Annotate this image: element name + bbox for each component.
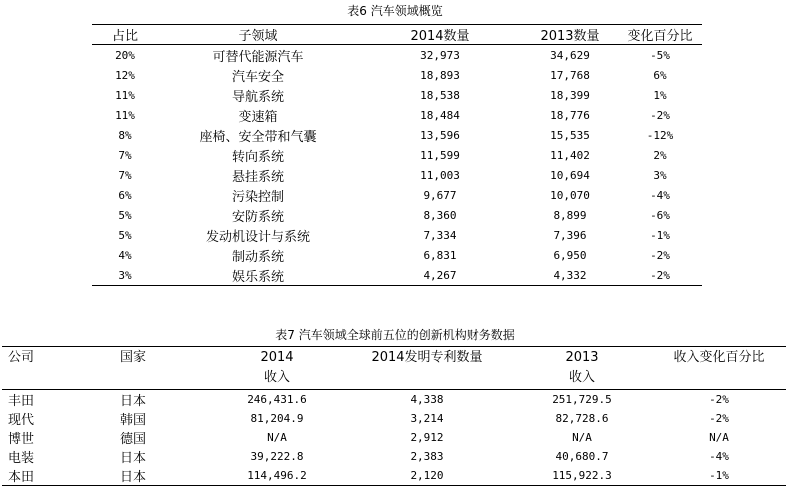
- table6-cell-count-2013: 18,776: [550, 108, 590, 122]
- table7-cell-company: 本田: [8, 470, 35, 485]
- table6-cell-count-2014: 9,677: [423, 188, 457, 202]
- table6-row: [92, 245, 702, 265]
- table6-row: [92, 125, 702, 145]
- table6-row: [92, 65, 702, 85]
- table6-cell-subfield: 娱乐系统: [231, 269, 284, 285]
- table7: [2, 346, 786, 486]
- table6-cell-count-2013: 15,535: [550, 128, 590, 142]
- table6-cell-change: -1%: [650, 228, 670, 242]
- table6-body: [92, 45, 702, 286]
- table7-row: [2, 409, 786, 428]
- table6-cell-change: -2%: [650, 248, 670, 262]
- table7-header-revenue-2013: [512, 347, 652, 390]
- table6-cell-count-2014: 11,599: [420, 148, 460, 162]
- table7-header-patents-2014: 2014发明专利数量: [342, 347, 512, 390]
- table6-cell-change: -4%: [650, 188, 670, 202]
- table6-cell-share: 12%: [115, 68, 135, 82]
- table6-header-subfield: 子领域: [158, 25, 358, 45]
- table6-cell-subfield: 转向系统: [231, 149, 284, 165]
- table7-cell-revenue-2014: 246,431.6: [247, 393, 307, 406]
- table7-cell-revenue-2013: 251,729.5: [552, 393, 612, 406]
- table6-cell-count-2013: 18,399: [550, 88, 590, 102]
- table7-cell-company: 现代: [8, 413, 35, 428]
- table6-cell-change: -2%: [650, 268, 670, 282]
- table6-cell-subfield: 可替代能源汽车: [212, 49, 304, 65]
- table7-row: [2, 447, 786, 466]
- table6-cell-count-2013: 8,899: [553, 208, 587, 222]
- table6-cell-subfield: 变速箱: [238, 109, 278, 125]
- table6-cell-share: 20%: [115, 48, 135, 62]
- table6-header-2014: 2014数量: [358, 25, 522, 45]
- table6-cell-change: 3%: [653, 168, 667, 182]
- table7-cell-revenue-2014: 114,496.2: [247, 469, 307, 482]
- table6-cell-share: 11%: [115, 108, 135, 122]
- table6-cell-count-2013: 4,332: [553, 268, 587, 282]
- table6-row: [92, 85, 702, 105]
- table6-cell-count-2013: 17,768: [550, 68, 590, 82]
- table7-header-revenue-2014-label: 收入: [263, 370, 290, 385]
- table6-cell-subfield: 污染控制: [231, 189, 284, 205]
- table7-header-revenue-2013-year: 2013: [565, 350, 599, 365]
- table6-row: [92, 205, 702, 225]
- table6-header-row: [92, 25, 702, 45]
- table7-cell-revenue-2013: 115,922.3: [552, 469, 612, 482]
- table7-row: [2, 466, 786, 486]
- table6-cell-change: -12%: [646, 128, 674, 142]
- table7-cell-revenue-2014: 81,204.9: [250, 412, 304, 425]
- table6-cell-change: -5%: [650, 48, 670, 62]
- table6-cell-count-2014: 13,596: [420, 128, 460, 142]
- table6-row: [92, 265, 702, 286]
- table7-cell-patents-2014: 4,338: [410, 393, 444, 406]
- table6-cell-change: -6%: [650, 208, 670, 222]
- table7-cell-patents-2014: 2,912: [410, 431, 444, 444]
- table7-cell-revenue-2013: 40,680.7: [555, 450, 609, 463]
- table7-body: [2, 390, 786, 486]
- table7-cell-revenue-2014: N/A: [267, 431, 287, 444]
- table6-cell-subfield: 发动机设计与系统: [205, 229, 310, 245]
- table7-header-row: [2, 347, 786, 390]
- table7-cell-country: 日本: [120, 451, 147, 466]
- table7-cell-company: 丰田: [8, 394, 35, 409]
- table6-row: [92, 145, 702, 165]
- table7-header-revenue-2013-label: 收入: [568, 370, 595, 385]
- table7-caption: 表7 汽车领域全球前五位的创新机构财务数据: [275, 328, 515, 342]
- table6-header-share: 占比: [92, 25, 158, 45]
- table7-cell-country: 日本: [120, 470, 147, 485]
- table6-row: [92, 105, 702, 125]
- table6-cell-count-2014: 4,267: [423, 268, 457, 282]
- table6-cell-subfield: 安防系统: [231, 209, 284, 225]
- table7-header-country: 国家: [114, 347, 212, 390]
- table7-cell-revenue-2014: 39,222.8: [250, 450, 304, 463]
- table6-row: [92, 185, 702, 205]
- table6-cell-subfield: 汽车安全: [231, 69, 284, 85]
- table6-header-2013: 2013数量: [522, 25, 618, 45]
- table7-cell-revenue-change: N/A: [709, 431, 729, 444]
- table7-cell-country: 韩国: [120, 413, 147, 428]
- table6-cell-count-2014: 32,973: [420, 48, 460, 62]
- table6-cell-count-2014: 11,003: [420, 168, 460, 182]
- table7-header-revenue-2014-year: 2014: [260, 350, 294, 365]
- table6-cell-share: 11%: [115, 88, 135, 102]
- table7-cell-revenue-change: -2%: [709, 412, 729, 425]
- table6-cell-share: 7%: [118, 148, 132, 162]
- table6-cell-share: 8%: [118, 128, 132, 142]
- table6-cell-share: 5%: [118, 208, 132, 222]
- table7-cell-revenue-change: -2%: [709, 393, 729, 406]
- table6-row: [92, 165, 702, 185]
- table6-cell-count-2013: 7,396: [553, 228, 587, 242]
- table6-cell-count-2014: 18,484: [420, 108, 460, 122]
- table6-cell-count-2013: 34,629: [550, 48, 590, 62]
- table7-cell-patents-2014: 2,120: [410, 469, 444, 482]
- table6-header-change: 变化百分比: [618, 25, 702, 45]
- table6-cell-count-2013: 6,950: [553, 248, 587, 262]
- table7-cell-revenue-change: -1%: [709, 469, 729, 482]
- table7-cell-revenue-change: -4%: [709, 450, 729, 463]
- table6-cell-change: 1%: [653, 88, 667, 102]
- table6-cell-count-2014: 6,831: [423, 248, 457, 262]
- table6-row: [92, 225, 702, 245]
- table7-cell-revenue-2013: N/A: [572, 431, 592, 444]
- table6-cell-count-2014: 18,893: [420, 68, 460, 82]
- table6-cell-count-2013: 11,402: [550, 148, 590, 162]
- table6-cell-count-2014: 18,538: [420, 88, 460, 102]
- table6-cell-subfield: 制动系统: [231, 249, 284, 265]
- table6-cell-change: 2%: [653, 148, 667, 162]
- table6-caption: 表6 汽车领域概览: [347, 4, 443, 18]
- table6-cell-share: 6%: [118, 188, 132, 202]
- table6-cell-subfield: 悬挂系统: [231, 169, 284, 185]
- table6-cell-count-2014: 7,334: [423, 228, 457, 242]
- table7-cell-company: 博世: [8, 432, 35, 447]
- table7-cell-patents-2014: 2,383: [410, 450, 444, 463]
- table6-cell-share: 4%: [118, 248, 132, 262]
- table6-cell-share: 7%: [118, 168, 132, 182]
- table7-row: [2, 428, 786, 447]
- table7-row: [2, 390, 786, 410]
- table6-cell-count-2013: 10,070: [550, 188, 590, 202]
- table6: [92, 24, 702, 286]
- table6-row: [92, 45, 702, 66]
- table7-cell-company: 电装: [8, 451, 35, 466]
- table6-cell-subfield: 导航系统: [231, 89, 284, 105]
- table7-cell-country: 德国: [120, 432, 147, 447]
- table7-header-company: 公司: [2, 347, 114, 390]
- table6-cell-count-2014: 8,360: [423, 208, 457, 222]
- table6-cell-share: 3%: [118, 268, 132, 282]
- table6-cell-share: 5%: [118, 228, 132, 242]
- table6-cell-change: 6%: [653, 68, 667, 82]
- table7-cell-revenue-2013: 82,728.6: [555, 412, 609, 425]
- table6-cell-subfield: 座椅、安全带和气囊: [199, 129, 317, 145]
- table6-cell-change: -2%: [650, 108, 670, 122]
- table7-cell-country: 日本: [120, 394, 147, 409]
- table7-header-revenue-2014: [212, 347, 342, 390]
- table7-header-revenue-change: 收入变化百分比: [652, 347, 786, 390]
- table7-cell-patents-2014: 3,214: [410, 412, 444, 425]
- table6-cell-count-2013: 10,694: [550, 168, 590, 182]
